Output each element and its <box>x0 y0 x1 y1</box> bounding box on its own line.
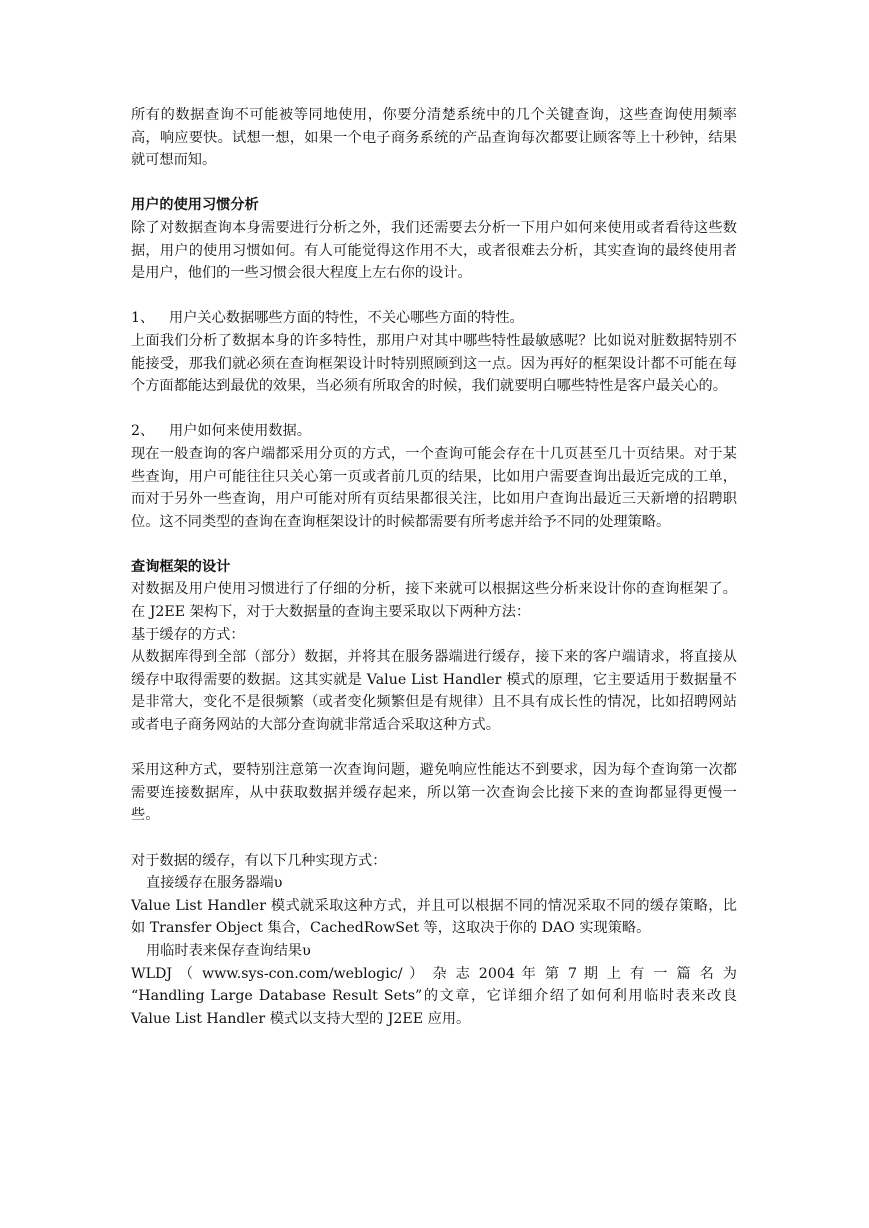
list-item-text: 用户如何来使用数据。 <box>169 423 311 440</box>
sub-item-server-cache: 直接缓存在服务器端υ <box>146 875 283 892</box>
paragraph-sensitive-features: 上面我们分析了数据本身的许多特性，那用户对其中哪些特性最敏感呢？比如说对脏数据特别不能接受，那我们就必须在查询框架设计时特别照顾到这一点。因为再好的框架设计都不可能在每个方面都能达到最优的效果，当必须有所取舍的时候，我们就要明白哪些特性是客户最关心的。 <box>131 332 737 395</box>
paragraph-value-list-handler: 从数据库得到全部（部分）数据，并将其在服务器端进行缓存，接下来的客户端请求，将直接从缓存中取得需要的数据。这其实就是 Value List Handler 模式的原理，它主要适用于数据量不是非常大，变化不是很频繁（或者变化频繁但是有规律）且不具有成长性的情况，比如招聘网站或者电子商务网站的大部分查询就非常适合采取这种方式。 <box>131 649 737 734</box>
list-item-2 <box>131 420 737 443</box>
sub-item-temp-table: 用临时表来保存查询结果υ <box>146 942 311 959</box>
list-item-text: 用户关心数据哪些方面的特性，不关心哪些方面的特性。 <box>169 310 524 327</box>
paragraph-wldj-line1: WLDJ （ www.sys-con.com/weblogic/ ） 杂 志 2004 年 第 7 期 上 有 一 篇 名 为 <box>131 965 737 982</box>
spacer <box>131 285 737 308</box>
list-item-1 <box>131 307 737 330</box>
list-item-number: 1、 <box>131 310 155 327</box>
paragraph-transfer-object: Value List Handler 模式就采取这种方式，并且可以根据不同的情况采取不同的缓存策略，比如 Transfer Object 集合，CachedRowSet 等，这取决于你的 DAO 实现策略。 <box>131 897 737 937</box>
paragraph-key-queries: 所有的数据查询不可能被等同地使用，你要分清楚系统中的几个关键查询，这些查询使用频率高，响应要快。试想一想，如果一个电子商务系统的产品查询每次都要让顾客等上十秒钟，结果就可想而知。 <box>131 107 737 169</box>
paragraph-wldj-line2: “Handling Large Database Result Sets”的文章，它详细介绍了如何利用临时表来改良 <box>131 988 737 1005</box>
spacer <box>131 172 737 195</box>
paragraph-wldj-line3: Value List Handler 模式以支持大型的 J2EE 应用。 <box>131 1010 471 1027</box>
spacer <box>131 533 737 556</box>
paragraph-first-query: 采用这种方式，要特别注意第一次查询问题，避免响应性能达不到要求，因为每个查询第一次都需要连接数据库，从中获取数据并缓存起来，所以第一次查询会比接下来的查询都显得更慢一些。 <box>131 762 737 824</box>
spacer <box>131 398 737 421</box>
spacer <box>131 737 737 760</box>
heading-framework-design: 查询框架的设计 <box>131 558 231 575</box>
paragraph-cache-ways: 对于数据的缓存，有以下几种实现方式： <box>131 852 387 869</box>
list-item-number: 2、 <box>131 423 155 440</box>
paragraph-usage-intro: 除了对数据查询本身需要进行分析之外，我们还需要去分析一下用户如何来使用或者看待这些数据，用户的使用习惯如何。有人可能觉得这作用不大，或者很难去分析，其实查询的最终使用者是用户，他们的一些习惯会很大程度上左右你的设计。 <box>131 219 737 282</box>
heading-usage-analysis: 用户的使用习惯分析 <box>131 197 259 214</box>
spacer <box>131 827 737 850</box>
paragraph-paging: 现在一般查询的客户端都采用分页的方式，一个查询可能会存在十几页甚至几十页结果。对于某些查询，用户可能往往只关心第一页或者前几页的结果，比如用户需要查询出最近完成的工单，而对于另外一些查询，用户可能对所有页结果都很关注，比如用户查询出最近三天新增的招聘职位。这不同类型的查询在查询框架设计的时候都需要有所考虑并给予不同的处理策略。 <box>131 445 737 530</box>
paragraph-design-intro: 对数据及用户使用习惯进行了仔细的分析，接下来就可以根据这些分析来设计你的查询框架了。在 J2EE 架构下，对于大数据量的查询主要采取以下两种方法： <box>131 581 737 621</box>
paragraph-cache-method: 基于缓存的方式： <box>131 626 245 643</box>
document-page <box>131 104 737 1030</box>
